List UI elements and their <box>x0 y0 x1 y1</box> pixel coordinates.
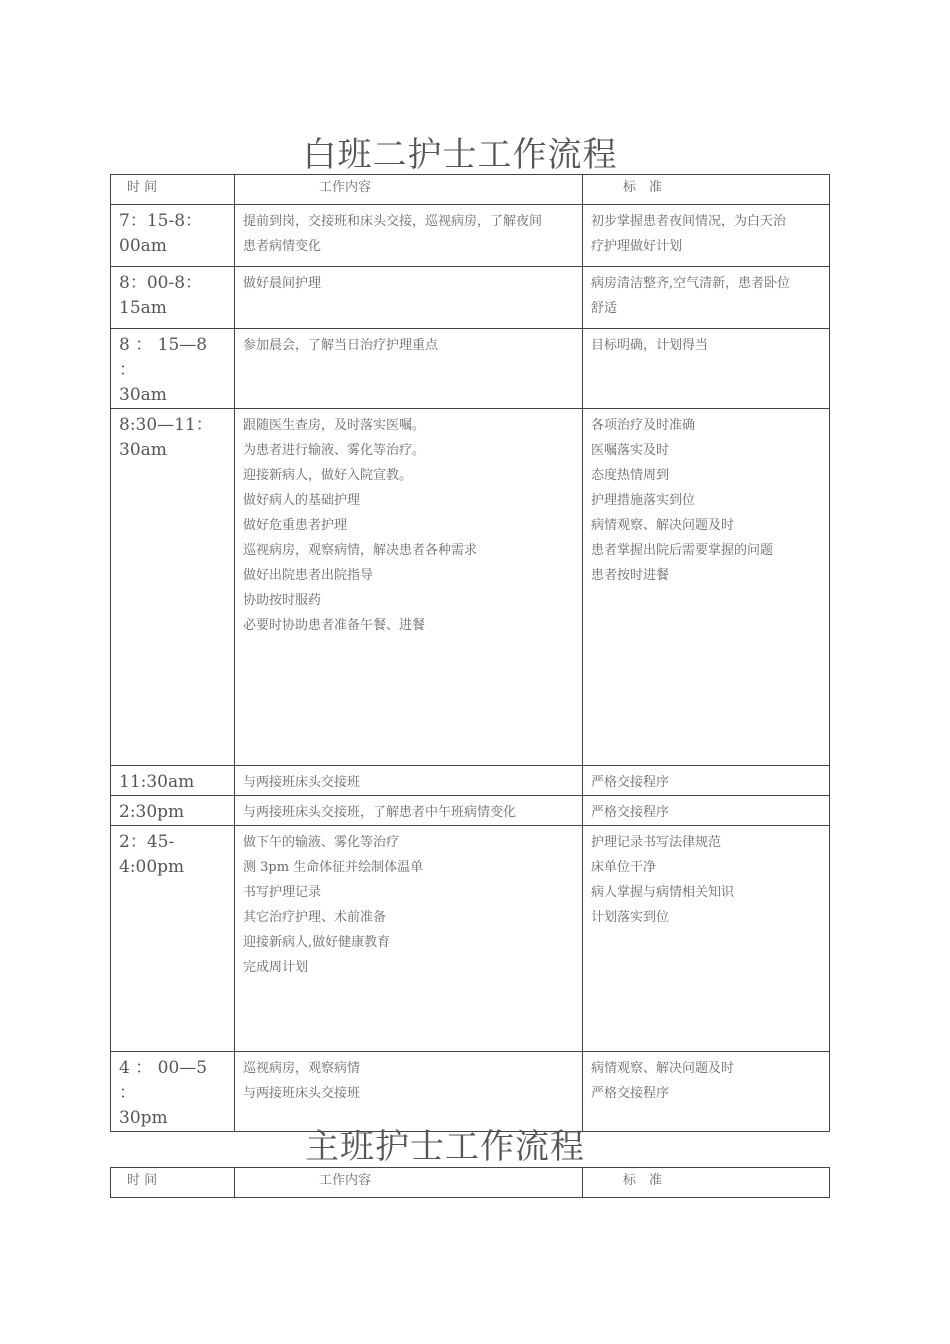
standard-line: 护理记录书写法律规范 <box>591 835 722 850</box>
header-content: 工作内容 <box>235 175 583 205</box>
content-line: 做下午的输液、雾化等治疗 <box>243 835 400 850</box>
content-line: 与两接班床头交接班，了解患者中午班病情变化 <box>243 805 517 820</box>
time-line: 8 ： 15—8 ： <box>119 335 208 380</box>
content-line: 与两接班床头交接班 <box>243 775 361 790</box>
content-line: 迎接新病人，做好入院宣教。 <box>243 468 413 483</box>
cell-time <box>111 826 235 1052</box>
standard-line: 护理措施落实到位 <box>591 493 696 508</box>
standard-line: 病人掌握与病情相关知识 <box>591 885 735 900</box>
standard-line: 医嘱落实及时 <box>591 443 670 458</box>
table-row <box>111 267 830 329</box>
header-time: 时 间 <box>111 175 235 205</box>
day-shift-table <box>110 174 830 1132</box>
content-line: 做好危重患者护理 <box>243 518 348 533</box>
content-line: 完成周计划 <box>243 960 309 975</box>
time-line: 4 ： 00—5 ： <box>119 1058 208 1103</box>
cell-content <box>235 205 583 267</box>
cell-time <box>111 796 235 826</box>
standard-line: 严格交接程序 <box>591 805 670 820</box>
content-line: 其它治疗护理、术前准备 <box>243 910 387 925</box>
standard-line: 疗护理做好计划 <box>591 239 683 254</box>
content-line: 测 3pm 生命体征并绘制体温单 <box>243 860 424 875</box>
standard-line: 目标明确，计划得当 <box>591 338 709 353</box>
content-line: 巡视病房，观察病情 <box>243 1061 361 1076</box>
cell-content <box>235 409 583 766</box>
content-line: 做好病人的基础护理 <box>243 493 361 508</box>
content-line: 必要时协助患者准备午餐、进餐 <box>243 618 426 633</box>
header-time: 时 间 <box>111 1168 235 1198</box>
content-line: 与两接班床头交接班 <box>243 1086 361 1101</box>
cell-content <box>235 329 583 409</box>
content-line: 参加晨会，了解当日治疗护理重点 <box>243 338 439 353</box>
standard-line: 严格交接程序 <box>591 1086 670 1101</box>
content-line: 巡视病房，观察病情，解决患者各种需求 <box>243 543 478 558</box>
content-line: 为患者进行输液、雾化等治疗。 <box>243 443 426 458</box>
page-title-day-shift: 白班二护士工作流程 <box>302 135 618 175</box>
time-line: 30pm <box>119 1108 168 1128</box>
cell-standard <box>583 267 830 329</box>
standard-line: 病情观察、解决问题及时 <box>591 518 735 533</box>
cell-time <box>111 205 235 267</box>
table-row <box>111 409 830 766</box>
standard-line: 病房清洁整齐,空气清新，患者卧位 <box>591 276 791 291</box>
cell-time <box>111 409 235 766</box>
time-line: 00am <box>119 236 167 256</box>
table-row <box>111 329 830 409</box>
content-line: 协助按时服药 <box>243 593 322 608</box>
cell-content <box>235 826 583 1052</box>
content-line: 做好晨间护理 <box>243 276 322 291</box>
time-line: 30am <box>119 440 167 460</box>
standard-line: 舒适 <box>591 301 618 316</box>
cell-time <box>111 766 235 796</box>
cell-content <box>235 267 583 329</box>
cell-content <box>235 766 583 796</box>
standard-line: 计划落实到位 <box>591 910 670 925</box>
standard-line: 床单位干净 <box>591 860 657 875</box>
table-row <box>111 796 830 826</box>
table-header-row <box>111 1168 830 1198</box>
cell-standard <box>583 329 830 409</box>
cell-standard <box>583 826 830 1052</box>
time-line: 11:30am <box>119 772 195 792</box>
standard-line: 严格交接程序 <box>591 775 670 790</box>
header-content: 工作内容 <box>235 1168 583 1198</box>
cell-content <box>235 796 583 826</box>
content-line: 患者病情变化 <box>243 239 322 254</box>
standard-line: 患者按时进餐 <box>591 568 670 583</box>
cell-standard <box>583 205 830 267</box>
time-line: 15am <box>119 298 167 318</box>
standard-line: 患者掌握出院后需要掌握的问题 <box>591 543 774 558</box>
main-shift-table <box>110 1167 830 1198</box>
header-standard: 标 准 <box>583 175 830 205</box>
cell-time <box>111 267 235 329</box>
time-line: 2：45-4:00pm <box>119 832 185 877</box>
time-line: 30am <box>119 385 167 405</box>
content-line: 做好出院患者出院指导 <box>243 568 374 583</box>
table-row <box>111 205 830 267</box>
content-line: 迎接新病人,做好健康教育 <box>243 935 391 950</box>
time-line: 2:30pm <box>119 802 185 822</box>
standard-line: 初步掌握患者夜间情况，为白天治 <box>591 214 787 229</box>
table-row <box>111 766 830 796</box>
cell-time <box>111 329 235 409</box>
table-header-row <box>111 175 830 205</box>
time-line: 8:30—11： <box>119 415 213 435</box>
standard-line: 各项治疗及时准确 <box>591 418 696 433</box>
table-row <box>111 826 830 1052</box>
page-title-main-shift: 主班护士工作流程 <box>305 1127 585 1167</box>
content-line: 提前到岗，交接班和床头交接，巡视病房，了解夜间 <box>243 214 543 229</box>
content-line: 跟随医生查房，及时落实医嘱。 <box>243 418 426 433</box>
content-line: 书写护理记录 <box>243 885 322 900</box>
cell-standard <box>583 409 830 766</box>
cell-standard <box>583 796 830 826</box>
time-line: 8：00-8： <box>119 273 203 293</box>
standard-line: 态度热情周到 <box>591 468 670 483</box>
standard-line: 病情观察、解决问题及时 <box>591 1061 735 1076</box>
cell-standard <box>583 766 830 796</box>
time-line: 7：15-8： <box>119 211 203 231</box>
header-standard: 标 准 <box>583 1168 830 1198</box>
